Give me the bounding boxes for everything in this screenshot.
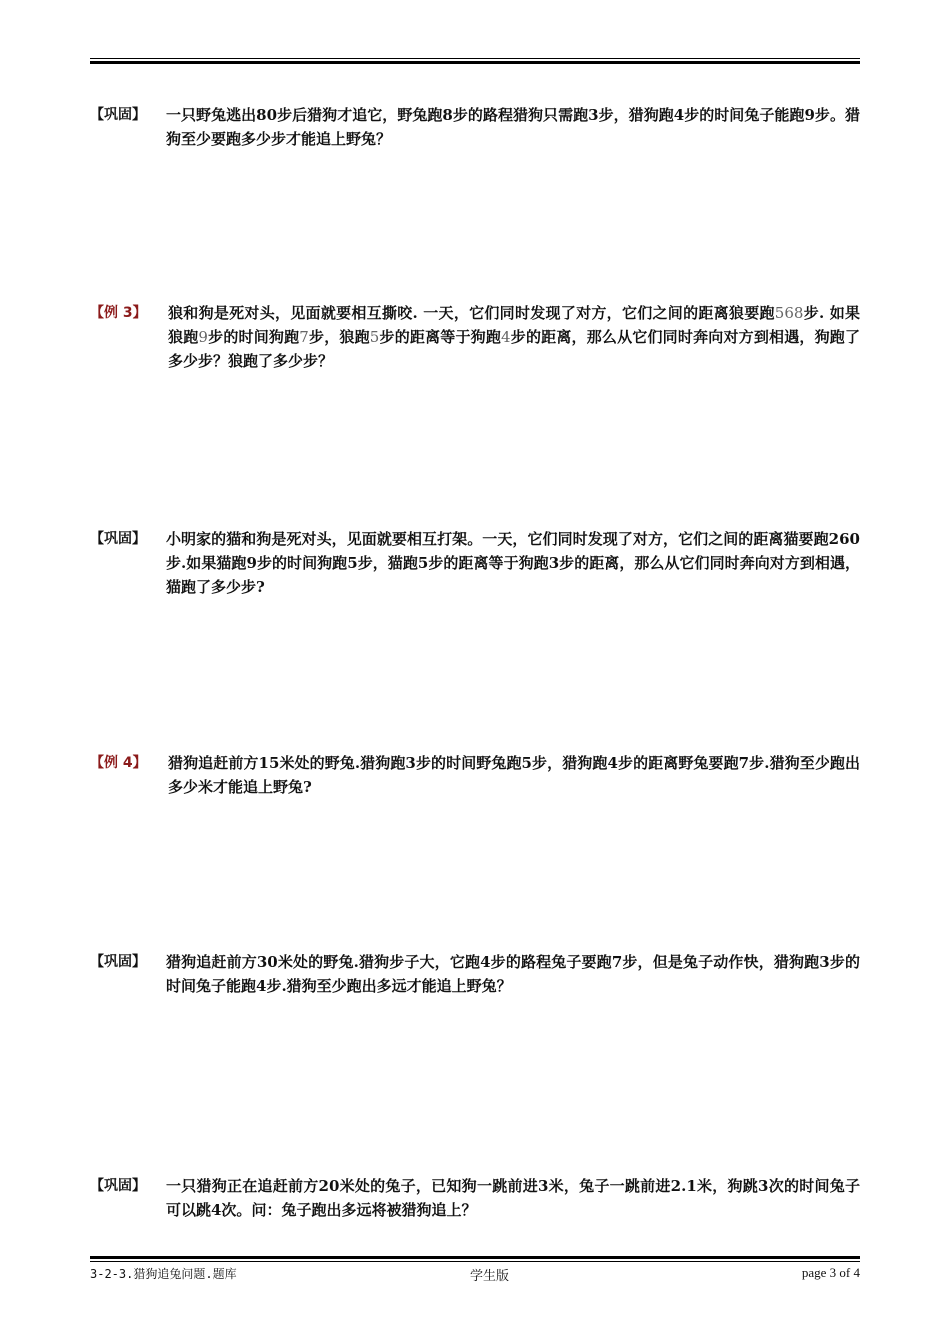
problem-text: 猎狗追赶前方15米处的野兔.猎狗跑3步的时间野兔跑5步，猎狗跑4步的距离野兔要跑7步.猎狗至少跑出多少米才能追上野兔? [168,754,860,796]
problem-tag: 【巩固】 [90,107,146,123]
number-5: 5 [369,328,380,346]
page-footer [90,1265,860,1285]
example-tag: 【例 3】 [90,305,147,321]
problem-tag: 【巩固】 [90,531,146,547]
problem-text: 一只猎狗正在追赶前方20米处的兔子，已知狗一跳前进3米，兔子一跳前进2.1米，狗跳3次的时间兔子可以跳4次。问：兔子跑出多远将被猎狗追上？ [166,1177,860,1219]
footer-rule [90,1256,860,1262]
problem-text: 小明家的猫和狗是死对头，见面就要相互打架。一天，它们同时发现了对方，它们之间的距离猫要跑260步.如果猫跑9步的时间狗跑5步，猫跑5步的距离等于狗跑3步的距离，那么从它们同时奔向对方到相遇，猫跑了多少步? [166,530,860,596]
problem-practice-4 [90,1174,860,1222]
text-segment: 步的时间狗跑 [207,328,300,346]
footer-document-title: 3-2-3.猎狗追兔问题.题库 [90,1267,237,1281]
problem-practice-3 [90,950,860,998]
problem-tag: 【巩固】 [90,954,146,970]
problem-practice-1 [90,103,860,151]
problem-text [168,301,860,373]
text-segment: 步的距离等于狗跑 [379,328,502,346]
footer-page-number: page 3 of 4 [801,1265,860,1280]
problem-practice-2 [90,527,860,599]
number-7: 7 [299,328,309,346]
number-9: 9 [198,328,208,346]
problem-example-4 [90,751,860,799]
text-segment: 步，狼跑 [308,328,370,346]
example-tag: 【例 4】 [90,755,147,771]
footer-edition: 学生版 [470,1269,510,1284]
problem-text: 一只野兔逃出80步后猎狗才追它，野兔跑8步的路程猎狗只需跑3步，猎狗跑4步的时间兔子能跑9步。猎狗至少要跑多少步才能追上野兔？ [166,106,860,148]
text-segment: 狼和狗是死对头，见面就要相互撕咬. 一天，它们同时发现了对方，它们之间的距离狼要跑 [168,304,775,322]
header-rule [90,58,860,64]
problem-example-3 [90,301,860,373]
number-568: 568 [774,304,804,322]
number-4: 4 [501,328,511,346]
problem-text: 猎狗追赶前方30米处的野兔.猎狗步子大，它跑4步的路程兔子要跑7步，但是兔子动作快，猎狗跑3步的时间兔子能跑4步.猎狗至少跑出多远才能追上野兔？ [166,953,860,995]
text-segment: 步. 如果狼跑 [168,304,860,346]
problem-tag: 【巩固】 [90,1178,146,1194]
text-segment: 步的距离，那么从它们同时奔向对方到相遇，狗跑了多少步？狼跑了多少步？ [168,328,860,370]
